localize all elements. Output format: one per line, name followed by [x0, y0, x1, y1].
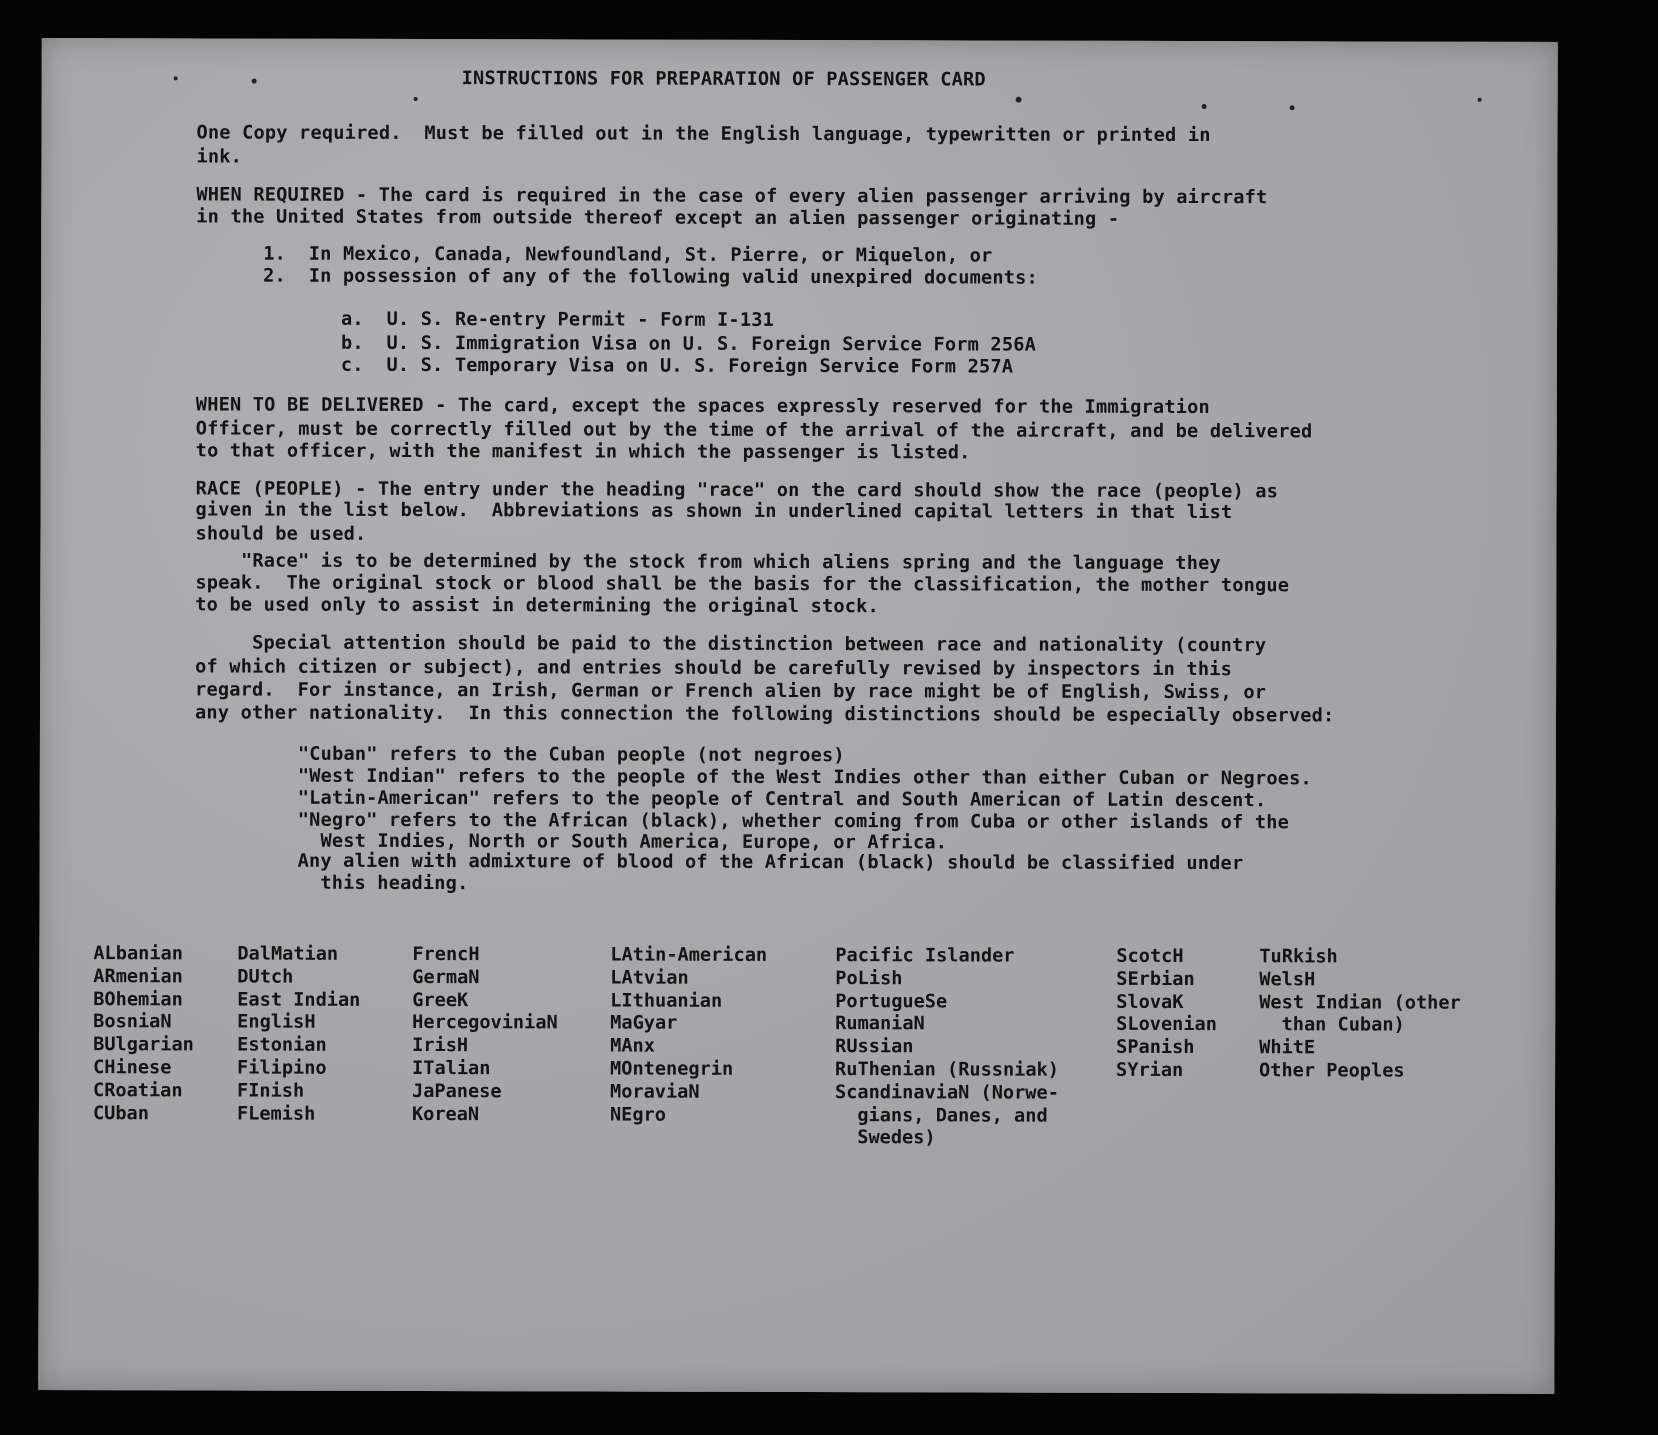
race-list-column-3 — [412, 944, 558, 1127]
race-entry: DalMatian — [237, 943, 339, 965]
race-entry: ALbanian — [93, 943, 183, 965]
race-entry: EnglisH — [237, 1011, 316, 1034]
when-required-item-2: 2. In possession of any of the following valid unexpired documents: — [263, 265, 1039, 289]
document-c: c. U. S. Temporary Visa on U. S. Foreign Service Form 257A — [340, 354, 1014, 378]
when-delivered-line-1: WHEN TO BE DELIVERED - The card, except the spaces expressly reserved for the Immigration — [195, 394, 1210, 419]
race-entry: SPanish — [1116, 1037, 1195, 1059]
race-para2-line-3: to be used only to assist in determining the original stock. — [195, 594, 879, 618]
race-entry: MAnx — [610, 1035, 655, 1057]
race-entry: GreeK — [412, 989, 469, 1011]
race-entry: Other Peoples — [1259, 1060, 1405, 1082]
scan-speck — [1478, 98, 1482, 102]
race-entry: NEgro — [609, 1104, 666, 1126]
race-entry: RumaniaN — [835, 1013, 925, 1035]
race-list-column-7 — [1259, 946, 1461, 1083]
scan-speck — [252, 79, 257, 84]
race-entry: Pacific Islander — [835, 945, 1015, 967]
scan-speck — [1290, 105, 1295, 110]
scan-speck — [174, 76, 178, 80]
race-entry: FInish — [236, 1080, 305, 1102]
race-entry: LAtin-American — [610, 944, 768, 966]
when-delivered-line-2: Officer, must be correctly filled out by the time of the arrival of the aircraft, and be delivered — [195, 418, 1313, 443]
race-entry: BOhemian — [93, 988, 183, 1010]
scan-speck — [414, 97, 418, 101]
special-line-1: Special attention should be paid to the distinction between race and nationality (country — [195, 632, 1267, 657]
race-line-2: given in the list below. Abbreviations as shown in underlined capital letters in that list — [195, 499, 1233, 524]
race-entry: ITalian — [412, 1057, 491, 1080]
race-entry: CUban — [92, 1102, 149, 1124]
race-entry: FrencH — [412, 943, 480, 966]
race-entry: ScotcH — [1116, 945, 1184, 968]
when-required-item-1: 1. In Mexico, Canada, Newfoundland, St. Pierre, or Miquelon, or — [263, 243, 993, 267]
scan-speck — [1202, 104, 1207, 109]
race-entry: JaPanese — [411, 1080, 502, 1103]
race-entry: LIthuanian — [610, 990, 723, 1012]
race-list-column-6 — [1116, 946, 1217, 1083]
race-line-1: RACE (PEOPLE) - The entry under the heading "race" on the card should show the race (people) as — [195, 478, 1279, 503]
race-entry: SErbian — [1116, 968, 1195, 990]
race-entry: Filipino — [237, 1057, 327, 1079]
page-title: INSTRUCTIONS FOR PREPARATION OF PASSENGER CARD — [461, 68, 986, 91]
race-entry: BUlgarian — [93, 1034, 194, 1056]
race-entry: MOntenegrin — [610, 1058, 734, 1080]
when-required-line-2: in the United States from outside thereof except an alien passenger originating - — [196, 206, 1120, 230]
intro-line-2: ink. — [196, 146, 243, 168]
race-entry: ARmenian — [93, 965, 183, 988]
race-entry: MaGyar — [610, 1012, 678, 1035]
race-entry: Swedes) — [834, 1127, 936, 1149]
race-entry: West Indian (other — [1259, 991, 1461, 1014]
distinction-admixture-2: this heading. — [297, 872, 469, 895]
distinction-negro-1: "Negro" refers to the African (black), whether coming from Cuba or other islands of the — [297, 809, 1290, 834]
distinction-admixture-1: Any alien with admixture of blood of the African (black) should be classified under — [297, 850, 1244, 875]
race-entry: Estonian — [237, 1034, 327, 1056]
race-entry: BosniaN — [93, 1011, 172, 1033]
race-entry: FLemish — [236, 1103, 316, 1125]
race-entry: PoLish — [835, 967, 903, 990]
race-para2-line-1: "Race" is to be determined by the stock from which aliens spring and the language they — [195, 550, 1221, 575]
race-entry: SYrian — [1116, 1059, 1184, 1081]
race-entry: ScandinaviaN (Norwe- — [834, 1081, 1059, 1104]
race-entry: WelsH — [1259, 969, 1316, 991]
distinction-west-indian: "West Indian" refers to the people of the West Indies other than either Cuban or Negroes. — [297, 765, 1312, 790]
distinction-latin-american: "Latin-American" refers to the people of Central and South American of Latin descent. — [297, 787, 1267, 812]
race-entry: than Cuban) — [1259, 1014, 1405, 1036]
race-entry: HercegoviniaN — [412, 1012, 558, 1034]
special-line-2: of which citizen or subject), and entries should be carefully revised by inspectors in this — [195, 656, 1233, 681]
race-entry: MoraviaN — [609, 1081, 700, 1103]
race-entry: IrisH — [412, 1035, 469, 1057]
race-entry: SLovenian — [1116, 1014, 1217, 1036]
document-a: a. U. S. Re-entry Permit - Form I-131 — [341, 308, 775, 331]
race-line-3: should be used. — [195, 523, 367, 545]
race-entry: DUtch — [237, 966, 294, 988]
special-line-3: regard. For instance, an Irish, German or French alien by race might be of English, Swiss, or — [195, 679, 1267, 704]
race-entry: TuRkish — [1259, 946, 1338, 968]
document-b: b. U. S. Immigration Visa on U. S. Foreign Service Form 256A — [340, 332, 1037, 356]
race-list-column-5 — [835, 945, 1059, 1151]
race-entry: CRoatian — [92, 1079, 183, 1102]
race-entry: CHinese — [93, 1057, 172, 1079]
race-list-column-1 — [93, 943, 194, 1126]
race-entry: WhitE — [1259, 1037, 1316, 1059]
race-entry: RuThenian (Russniak) — [835, 1059, 1059, 1081]
distinction-cuban: "Cuban" refers to the Cuban people (not negroes) — [297, 743, 845, 767]
race-entry: GermaN — [412, 966, 480, 988]
race-entry: PortugueSe — [835, 990, 948, 1012]
special-line-4: any other nationality. In this connection the following distinctions should be especially observed: — [194, 702, 1335, 727]
race-entry: RUssian — [835, 1036, 914, 1058]
race-entry: LAtvian — [610, 967, 689, 989]
intro-line-1: One Copy required. Must be filled out in the English language, typewritten or printed in — [196, 122, 1211, 147]
race-entry: KoreaN — [411, 1103, 480, 1125]
race-entry: East Indian — [237, 989, 361, 1011]
race-entry: gians, Danes, and — [834, 1104, 1048, 1127]
when-required-line-1: WHEN REQUIRED - The card is required in the case of every alien passenger arriving by aircraft — [196, 184, 1268, 209]
race-list-column-2 — [237, 944, 361, 1127]
when-delivered-line-3: to that officer, with the manifest in which the passenger is listed. — [195, 440, 971, 464]
scan-speck — [1016, 97, 1022, 103]
race-entry: SlovaK — [1116, 991, 1184, 1013]
distinction-negro-2: West Indies, North or South America, Europe, or Africa. — [297, 830, 948, 854]
race-list-column-4 — [610, 945, 767, 1128]
race-para2-line-2: speak. The original stock or blood shall be the basis for the classification, the mother tongue — [195, 572, 1290, 597]
document-page — [38, 38, 1558, 1394]
